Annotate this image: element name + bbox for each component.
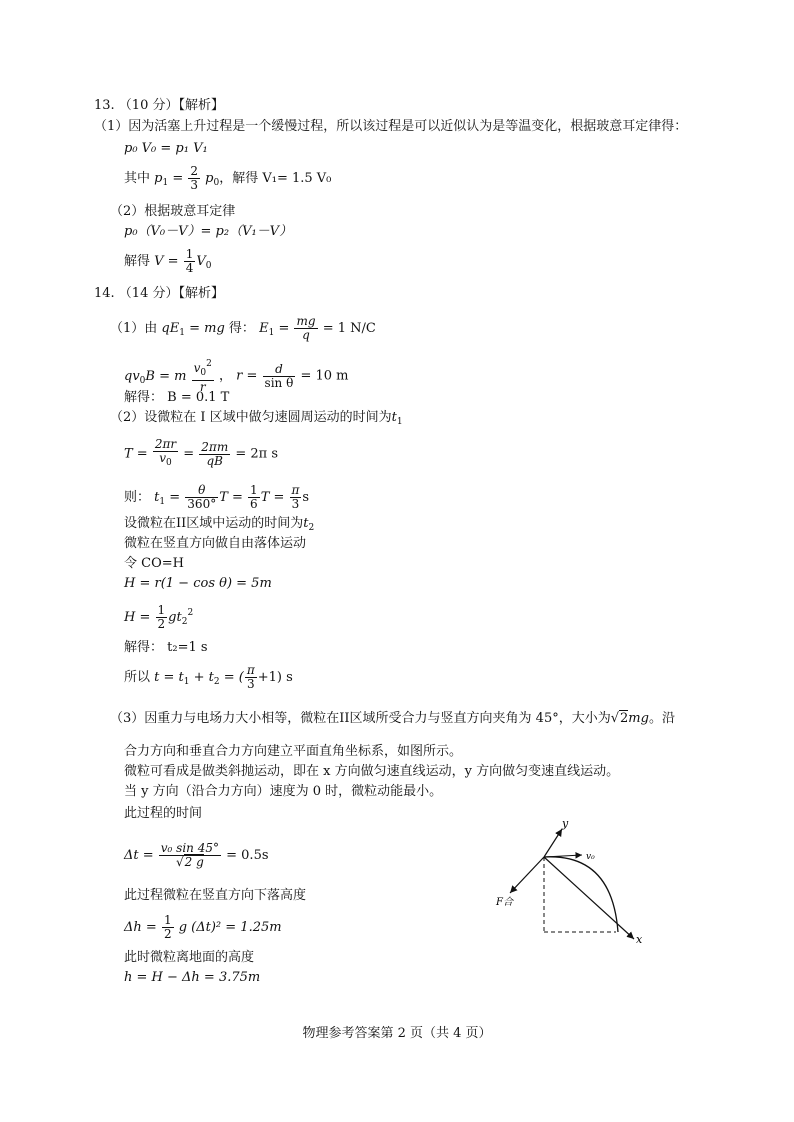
q13-part2-text: （2）根据玻意耳定律 xyxy=(110,204,236,219)
fraction: $\frac{1}{2}$ xyxy=(163,913,172,941)
q14-p2-t1-unit: s xyxy=(302,490,310,505)
q14-part3-line4: 当 y 方向（沿合力方向）速度为 0 时，微粒动能最小。 xyxy=(124,784,443,799)
q13-part2-result: 解得 V = $\frac{1}{4}$ $V_0$ xyxy=(124,247,212,275)
q14-part2-t2: 解得： t₂=1 s xyxy=(124,640,208,655)
fraction: $\frac{1}{2}$ xyxy=(157,603,166,631)
q14-p1-r-result: = 10 m xyxy=(300,368,349,384)
q14-part1-line2: $qv_0B = m$ $\frac{v_0^2}{r}$ ， r = $\frac{d}{\text{sin θ}}$ = 10 m xyxy=(124,359,349,394)
q14-part3-h: h = H − Δh = 3.75m xyxy=(124,970,261,985)
fraction: $\frac{1}{6}$ xyxy=(250,483,258,511)
q14-part3-line7: 此时微粒离地面的高度 xyxy=(124,950,255,965)
q13-part1-result: 其中 $p_1$ = $\frac{2}{3}$ $p_0$，解得 V₁= 1.5 V₀ xyxy=(124,164,332,192)
fraction: $\frac{\pi}{3}$ xyxy=(291,483,300,511)
fraction: $\frac{2\pi m}{qB}$ xyxy=(201,439,229,468)
q13-part2-equation: p₀（V₀－V）= p₂（V₁－V） xyxy=(124,224,293,239)
q14-p2-total-prefix: 所以 xyxy=(124,670,151,685)
y-axis xyxy=(544,829,562,857)
fraction: $\frac{\theta}{360^\circ}$ xyxy=(187,483,217,511)
q14-part3-line6: 此过程微粒在竖直方向下落高度 xyxy=(124,888,307,903)
label-y: y xyxy=(562,817,569,830)
q14-p3-text: （3）因重力与电场力大小相等，微粒在II区域所受合力与竖直方向夹角为 45°，大小为 xyxy=(110,711,611,726)
q13-p2b-prefix: 解得 xyxy=(124,254,151,269)
label-v0: v₀ xyxy=(586,852,595,862)
trajectory-curve xyxy=(544,857,618,932)
q14-part3-line5: 此过程的时间 xyxy=(124,806,203,821)
q14-part3-dt: Δt = $\frac{\text{v₀ sin 45°}}{√2 g}$ = 0.5s xyxy=(124,841,269,869)
q14-part3-dh: Δh = $\frac{1}{2}$ g (Δt)² = 1.25m xyxy=(124,913,282,941)
q13-header: 13. （10 分）【解析】 xyxy=(94,98,224,113)
q13-p1b-suffix: ，解得 V₁= 1.5 V₀ xyxy=(219,171,332,186)
q14-part2-t1: 则： $t_1$ = $\frac{\theta}{360^\circ}$ T = $\frac{1}{6}$ T = $\frac{\pi}{3}$ s xyxy=(124,483,310,511)
coordinate-diagram xyxy=(490,815,660,955)
q14-part2-H1: H = r(1 − cos θ) = 5m xyxy=(124,576,272,591)
q14-p1-prefix: （1）由 xyxy=(110,321,158,336)
q14-p2-text: （2）设微粒在 I 区域中做匀速圆周运动的时间为 xyxy=(110,410,392,425)
q14-p2-then: 则： xyxy=(124,490,151,505)
q14-part1-solve: 解得： B = 0.1 T xyxy=(124,390,230,405)
label-x: x xyxy=(636,933,643,946)
fraction: $\frac{\pi}{3}$ xyxy=(246,663,255,691)
q13-p1b-prefix: 其中 xyxy=(124,171,151,186)
q14-p3-dh-rest: g (Δt)² = 1.25m xyxy=(178,920,282,935)
q13-part1-text: （1）因为活塞上升过程是一个缓慢过程，所以该过程是可以近似认为是等温变化，根据玻意耳定律得： xyxy=(94,119,688,134)
q14-part2-period: T = $\frac{2\pi r}{v_0}$ = $\frac{2\pi m}{qB}$ = 2π s xyxy=(124,437,278,468)
q14-part2-line-c: 令 CO=H xyxy=(124,556,184,571)
q14-p2-T-result: = 2π s xyxy=(235,446,278,462)
page-footer: 物理参考答案第 2 页（共 4 页） xyxy=(302,1026,492,1041)
fraction: $\frac{1}{4}$ xyxy=(185,247,194,275)
q14-part2-text: （2）设微粒在 I 区域中做匀速圆周运动的时间为$t_1$ xyxy=(110,410,403,427)
q14-header: 14. （14 分）【解析】 xyxy=(94,286,224,301)
q14-part1-line1: （1）由 $qE_1$ = mg 得： $E_1$ = $\frac{mg}{q}$ = 1 N/C xyxy=(110,314,376,342)
q14-part3-text: （3）因重力与电场力大小相等，微粒在II区域所受合力与竖直方向夹角为 45°，大小为√2mg。沿 xyxy=(110,711,675,726)
q14-p1-mid: 得： xyxy=(228,321,255,336)
q14-p2-line-a: 设微粒在II区域中运动的时间为 xyxy=(124,516,304,531)
fraction: $\frac{d}{\text{sin θ}}$ xyxy=(264,361,294,390)
fraction: $\frac{\text{v₀ sin 45°}}{√2 g}$ xyxy=(160,841,219,869)
fraction: $\frac{v_0^2}{r}$ xyxy=(193,359,212,394)
q14-part2-line-a: 设微粒在II区域中运动的时间为$t_2$ xyxy=(124,516,315,533)
q14-part2-line-b: 微粒在竖直方向做自由落体运动 xyxy=(124,536,307,551)
force-arrow xyxy=(510,857,544,893)
fraction: $\frac{mg}{q}$ xyxy=(296,314,316,342)
q14-part2-H2: H = $\frac{1}{2}$ $gt_2^2$ xyxy=(124,603,194,631)
label-force: F合 xyxy=(496,897,513,908)
fraction: $\frac{2}{3}$ xyxy=(190,164,199,192)
fraction: $\frac{2\pi r}{v_0}$ xyxy=(154,437,177,468)
x-axis xyxy=(544,857,634,939)
q14-part3-line2: 合力方向和垂直合力方向建立平面直角坐标系，如图所示。 xyxy=(124,744,463,759)
q14-p3-dt-result: = 0.5s xyxy=(226,848,269,863)
q14-p3-text-end: 。沿 xyxy=(648,711,675,726)
q13-part1-equation: p₀ V₀ = p₁ V₁ xyxy=(124,141,208,156)
q14-part3-line3: 微粒可看成是做类斜抛运动，即在 x 方向做匀速直线运动，y 方向做匀变速直线运动。 xyxy=(124,764,620,779)
q14-part2-total: 所以 $t = t_1 + t_2$ = ( $\frac{\pi}{3}$ +1) s xyxy=(124,663,293,691)
q14-p1-result: = 1 N/C xyxy=(322,321,376,336)
